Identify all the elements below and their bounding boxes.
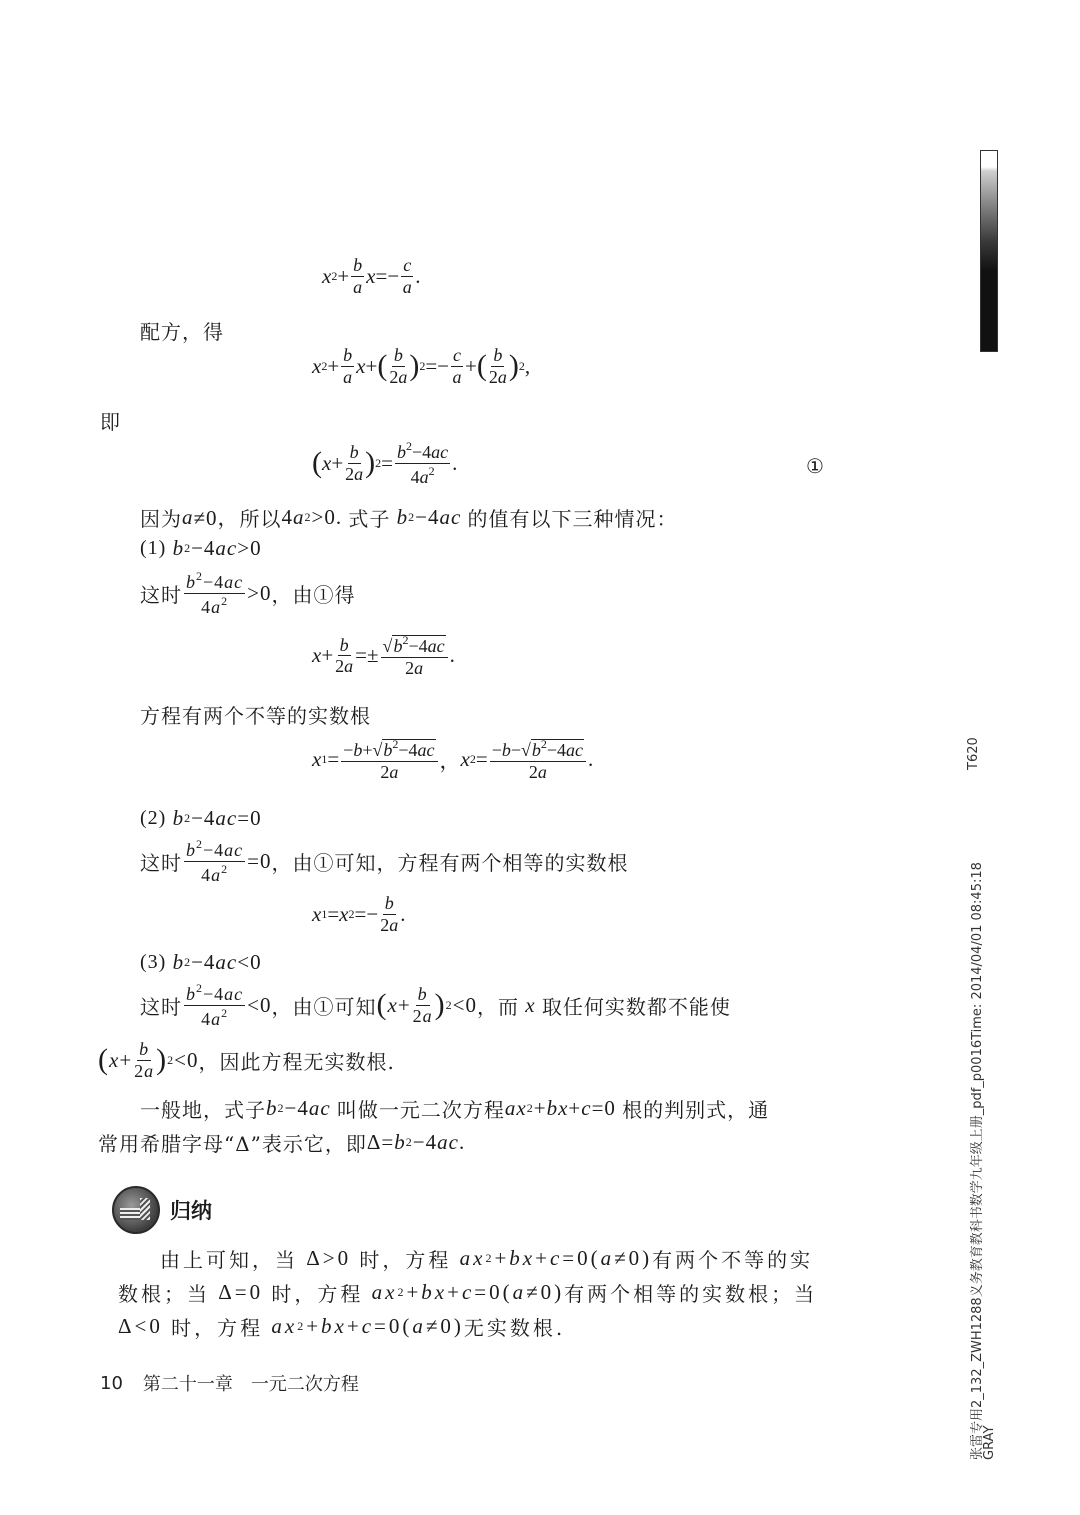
text-ji: 即	[100, 410, 121, 434]
summary-line-1: 由上可知，当 Δ>0 时，方程 ax 2 + bx + c =0( a ≠0) 有两个不等的实	[160, 1246, 814, 1272]
side-gray-label: GRAY	[982, 1425, 997, 1460]
case-1-heading: (1) b 2 −4 ac >0	[140, 536, 262, 560]
summary-line-2: 数根；当 Δ=0 时，方程 ax 2 + bx + c =0( a ≠0) 有两个相等的实数根；当	[118, 1280, 818, 1306]
text-two-unequal-roots: 方程有两个不等的实数根	[140, 704, 371, 728]
case-3-conclusion: ( x + $\frac{b}{2a}$ ) 2 <0 ，因此方程无实数根.	[98, 1039, 395, 1081]
text-because: 因为 a ≠0， 所以 4 a 2 >0. 式子 b 2 −4 ac 的值有以下三种情况：	[140, 504, 678, 531]
text-peifang: 配方，得	[140, 320, 224, 344]
equation-1: x 2 + $\frac{b}{a}$ x =− $\frac{c}{a}$ .	[322, 255, 421, 297]
case-1-condition: 这时 $\frac{b^2-4ac}{4a^2}$ >0 ，由①得	[140, 569, 356, 617]
scan-calibration-strip	[980, 150, 998, 352]
case-2-heading: (2) b 2 −4 ac =0	[140, 806, 262, 830]
summary-line-3: Δ<0 时，方程 ax 2 + bx + c =0( a ≠0) 无实数根.	[118, 1314, 566, 1340]
equation-2: x 2 + $\frac{b}{a}$ x + ( $\frac{b}{2a}$ ) 2 =− $\frac{c}{a}$ + ( $\frac{b}{2a}$ ) 2 ,	[312, 345, 531, 387]
case-3-heading: (3) b 2 −4 ac <0	[140, 950, 262, 974]
equation-3: ( x + $\frac{b}{2a}$ ) 2 = $\frac{b^2-4ac}{4a^2}$ .	[312, 439, 458, 487]
chapter-label: 第二十一章	[142, 1374, 233, 1395]
equation-4: x + $\frac{b}{2a}$ =± $\frac{√b^2-4ac}{2a}$ .	[312, 633, 455, 678]
text-general-definition: 一般地，式子 b 2 −4 ac 叫做一元二次方程 ax 2 + bx + c =0 根的判别式，通	[140, 1096, 770, 1122]
case-3-condition: 这时 $\frac{b^2-4ac}{4a^2}$ <0 ，由①可知 ( x + $\frac{b}{2a}$ ) 2 <0 ，而 x 取任何实数都不能使	[140, 981, 731, 1029]
page-number: 10	[100, 1372, 123, 1394]
summary-title: 归纳	[170, 1199, 212, 1223]
text-general-delta: 常用希腊字母“Δ”表示它，即 Δ= b 2 −4 ac .	[98, 1130, 466, 1156]
summary-header	[112, 1186, 212, 1234]
book-summary-icon	[112, 1186, 160, 1234]
side-timestamp: 张雷专用2_132_ZWH1288义务教育教科书数学九年级上册_pdf_p0016Time: 2014/04/01 08:45:18	[970, 862, 985, 1460]
side-code: T620	[966, 737, 981, 770]
page-footer	[100, 1370, 359, 1396]
chapter-title: 一元二次方程	[250, 1374, 359, 1395]
case-2-condition: 这时 $\frac{b^2-4ac}{4a^2}$ =0 ，由①可知，方程有两个相等的实数根	[140, 837, 629, 885]
equation-label-1: ①	[806, 454, 824, 478]
equation-6: x 1 = x 2 =− $\frac{b}{2a}$ .	[312, 893, 406, 935]
equation-5: x 1 = $\frac{-b+√b^2-4ac}{2a}$ ， x 2 = $\frac{-b-√b^2-4ac}{2a}$ .	[312, 737, 594, 782]
